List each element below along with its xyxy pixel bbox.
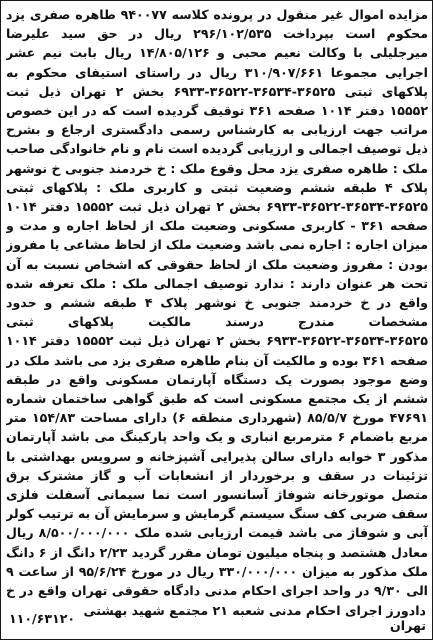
issuer-signature: دادورز اجرای احکام مدنی شعبه ۲۱ مجتمع شهید بهشتی تهران xyxy=(83,603,426,633)
auction-notice-text: مزایده اموال غیر منقول در پرونده کلاسه ۹۴۰۰۷۷ طاهره صفری یزد محکوم است بپرداخت ۲۹۶/۱۰۲/۵۳۵ ریال در حق سید علیرضا میرجلیلی با وکالت نعیم محبی و ۱۴/۸۰۵/۱۲۶ ریال بابت نیم عشر اجرایی مجموعا ۳۱۰/۹۰۷/۶۶۱ ریال در راستای استیفای محکوم به پلاکهای ثبتی ۳۶۵۲۵-۳۶۵۳۴-۳۶۵۲۲-۶۹۳۳ بخش ۲ تهران ذیل ثبت ۱۵۵۵۲ دفتر ۱۰۱۴ صفحه ۳۶۱ توقیف گردیده است که در این خصوص مراتب جهت ارزیابی به کارشناس رسمی دادگستری ارجاع و بشرح ذیل توصیف اجمالی و ارزیابی گردیده است نام و نام خانوادگی صاحب ملک : طاهره صفری یزد محل وقوع ملک : خ خردمند جنوبی خ نوشهر پلاک ۴ طبقه ششم وضعیت ثبتی و کاربری ملک : پلاکهای ثبتی ۳۶۵۲۵-۳۶۵۳۴-۳۶۵۲۲-۶۹۳۳ بخش ۲ تهران ذیل ثبت ۱۵۵۵۲ دفتر ۱۰۱۴ صفحه ۳۶۱ - کاربری مسکونی وضعیت ملک از لحاظ اجاره و مدت و میزان اجاره : اجاره نمی باشد وضعیت ملک از لحاظ مشاعی یا مفروز بودن : مفروز وضعیت ملک از لحاظ حقوقی که اشخاص نسبت به آن تحت هر عنوان دارند : ندارد توصیف اجمالی ملک : ملک تعرفه شده واقع در خ خردمند جنوبی خ نوشهر پلاک ۴ طبقه ششم و حدود مشخصات مندرج درسند مالکیت پلاکهای ثبتی ۳۶۵۲۵-۳۶۵۳۴-۳۶۵۲۲-۶۹۳۳ بخش ۲ تهران ذیل ثبت ۱۵۵۵۲ دفتر ۱۰۱۴ صفحه ۳۶۱ بوده و مالکیت آن بنام طاهره صفری یزد می باشد ملک در وضع موجود بصورت یک دستگاه آپارتمان مسکونی واقع در طبقه ششم از یک مجتمع مسکونی است که طبق گواهی ساختمان شماره ۴۷۶۹۱ مورخ ۸۵/۵/۷ (شهرداری منطقه ۶) دارای مساحت ۱۵۴/۸۳ متر مربع باضمام ۶ مترمربع انباری و یک واحد پارکینگ می باشد آپارتمان مذکور ۳ خوابه دارای سالن پذیرایی آشپزخانه و سرویس بهداشتی با تزئینات در سقف و برخوردار از انشعابات آب و گاز مشترک برق متصل موتورخانه شوفاژ آسانسور است نما سیمانی آسفلت فلزی سقف ضربی کف سنگ سیستم گرمایش و سرمایش آن به ترتیب کولر آبی و شوفاژ می باشد قیمت ارزیابی شده ملک ۸/۵۰۰/۰۰۰/۰۰۰ ریال معادل هشتصد و پنجاه میلیون تومان مقرر گردید ۲/۲۳ دانگ از ۶ دانگ ملک مذکور به میزان ۳۳۰/۰۰۰/۰۰۰ ریال در مورخ ۹۵/۶/۲۴ از ساعت ۹ الی ۹/۳۰ در واحد اجرای احکام مدنی دادگاه حقوقی تهران واقع در خ xyxy=(6,7,428,599)
notice-footer xyxy=(9,603,426,633)
notice-code: ۱۱۰/۶۳۱۲۰ xyxy=(9,610,76,626)
